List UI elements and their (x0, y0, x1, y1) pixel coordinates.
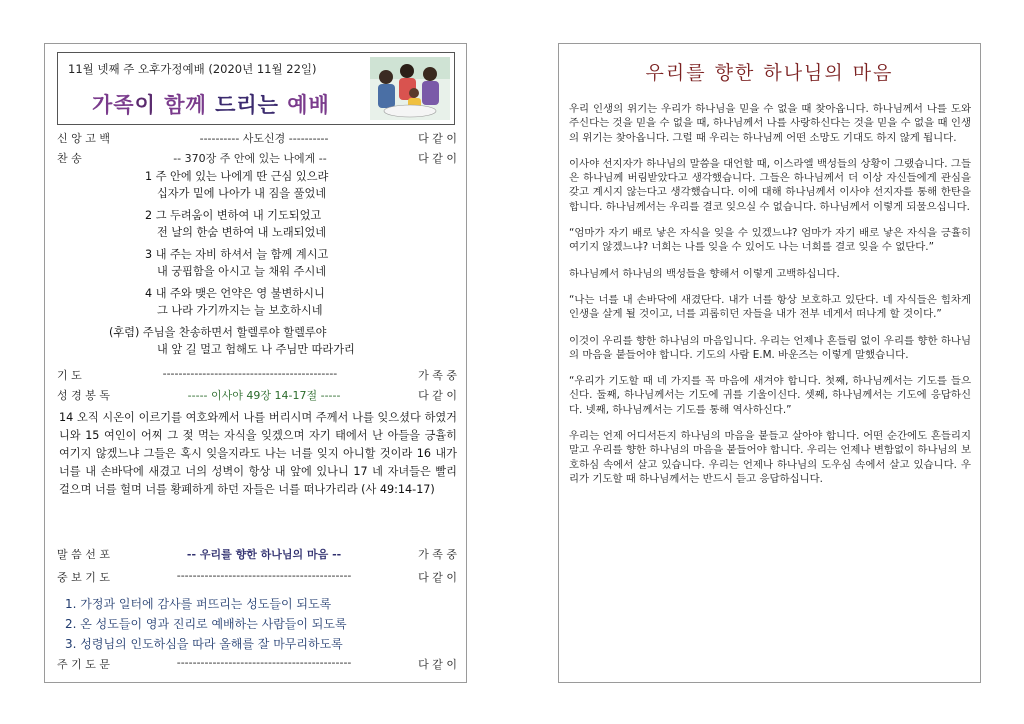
order-intercession: 중 보 기 도 -------------------------------------------- 다 같 이 (57, 569, 457, 584)
sermon-paragraph: 우리는 언제 어디서든지 하나님의 마음을 붙들고 살아야 합니다. 어떤 순간에도 흔들리지 말고 우리를 향한 하나님의 마음을 붙들어야 합니다. 우리는 언제나 변함없이 하나님의 보호하심 속에서 살고 있습니다. 우리는 언제나 하나님의 도우심 속에서 살고 있습니다. 우리가 기도할 때 하나님께서는 반드시 듣고 응답하십니다. (569, 430, 971, 485)
sermon-paragraph: 이것이 우리를 향한 하나님의 마음입니다. 우리는 언제나 흔들림 없이 우리를 향한 하나님의 마음을 붙들어야 합니다. 기도의 사람 E.M. 바운즈는 이렇게 말했습니다. (569, 334, 971, 361)
sermon-paragraph: “나는 너를 내 손바닥에 새겼단다. 내가 너를 항상 보호하고 있단다. 네 자식들은 힘차게 인생을 살게 될 것이고, 너를 괴롭히던 자들을 내가 전부 네게서 떠나게 할 것이다.” (569, 293, 971, 321)
order-scripture-reading: 성 경 봉 독 ----- 이사야 49장 14-17절 ----- 다 같 이 (57, 389, 457, 402)
worship-title: 가족이 함께 드리는 예배 (92, 93, 330, 117)
order-sermon: 말 씀 선 포 -- 우리를 향한 하나님의 마음 -- 가 족 중 (57, 548, 457, 561)
sermon-title: 우리를 향한 하나님의 마음 (645, 62, 894, 84)
hymn-verse-4: 4 내 주와 맺은 언약은 영 불변하시니 그 나라 가기까지는 늘 보호하시네 (145, 287, 325, 317)
bulletin-left-page (44, 43, 467, 683)
prayer-topic-3: 3. 성령님의 인도하심을 따라 올해를 잘 마무리하도록 (65, 637, 343, 651)
sermon-paragraph: “엄마가 자기 배로 낳은 자식을 잊을 수 있겠느냐? 엄마가 자기 배로 낳은 자식을 긍휼히 여기지 않겠느냐? 너희는 나를 잊을 수 있어도 나는 너희를 결코 잊을 수 없단다.” (569, 227, 971, 254)
order-hymn: 찬 송 -- 370장 주 안에 있는 나에게 -- 다 같 이 (57, 152, 457, 165)
bulletin-right-page (558, 43, 981, 683)
order-prayer: 기 도 -------------------------------------------- 가 족 중 (57, 367, 457, 382)
family-illustration (370, 57, 450, 120)
sermon-body (569, 102, 971, 498)
prayer-topic-1: 1. 가정과 일터에 감사를 퍼뜨리는 성도들이 되도록 (65, 597, 332, 611)
sermon-paragraph: 하나님께서 하나님의 백성들을 향해서 이렇게 고백하십니다. (569, 267, 840, 280)
order-creed: 신 앙 고 백 ---------- 사도신경 ---------- 다 같 이 (57, 132, 457, 145)
sermon-paragraph: 이사야 선지자가 하나님의 말씀을 대언할 때, 이스라엘 백성들의 상황이 그랬습니다. 그들은 하나님께 버림받았다고 생각했습니다. 그들은 하나님께서 더 이상 자신들에게 관심을 갖고 계시지 않는다고 생각했습니다. 이에 대해 하나님께서 이사야 선지자를 통해 한탄을 합니다. 하나님께서는 우리를 결코 잊으실 수 없습니다. 하나님께서 이렇게 되물으십니다. (569, 157, 971, 213)
sermon-paragraph: 우리 인생의 위기는 우리가 하나님을 믿을 수 없을 때 찾아옵니다. 하나님께서 나를 도와주신다는 것을 믿을 수 없을 때, 하나님께서 나를 사랑하신다는 것을 믿을 수 없을 때 인생의 위기는 찾아옵니다. 그럴 때 우리는 하나님께 어떤 소망도 기대도 하지 않게 됩니다. (569, 103, 971, 144)
sermon-paragraph: “우리가 기도할 때 네 가지를 꼭 마음에 새겨야 합니다. 첫째, 하나님께서는 기도를 들으신다. 둘째, 하나님께서는 기도에 귀를 기울이신다. 셋째, 하나님께서는 기도에 응답하신다. 넷째, 하나님께서는 기도를 통해 역사하신다.” (569, 375, 971, 416)
prayer-topic-2: 2. 온 성도들이 영과 진리로 예배하는 사람들이 되도록 (65, 617, 347, 631)
worship-date-line: 11월 넷째 주 오후가정예배 (2020년 11월 22일) (68, 62, 317, 76)
header-box (57, 52, 455, 125)
scripture-text: 14 오직 시온이 이르기를 여호와께서 나를 버리시며 주께서 나를 잊으셨다 하였거니와 15 여인이 어찌 그 젖 먹는 자식을 잊겠으며 자기 태에서 난 아들을 긍휼히 여기지 않겠느냐 그들은 혹시 잊을지라도 나는 너를 잊지 아니할 것이라 16 내가 너를 내 손바닥에 새겼고 너의 성벽이 항상 내 앞에 있나니 17 네 자녀들은 빨리 걸으며 너를 헐며 너를 황폐하게 하던 자들은 너를 떠나가리라 (사 49:14-17) (59, 411, 457, 496)
prayer-topics (65, 594, 347, 654)
hymn-verse-1: 1 주 안에 있는 나에게 딴 근심 있으랴 십자가 밑에 나아가 내 짐을 풀었네 (145, 170, 329, 200)
order-lords-prayer: 주 기 도 문 -------------------------------------------- 다 같 이 (57, 656, 457, 671)
hymn-refrain: (후렴) 주님을 찬송하면서 할렐루야 할렐루야 내 앞 길 멀고 험해도 나 주님만 따라가리 (109, 326, 355, 356)
hymn-verse-3: 3 내 주는 자비 하셔서 늘 함께 계시고 내 궁핍함을 아시고 늘 채워 주시네 (145, 248, 329, 278)
hymn-verse-2: 2 그 두려움이 변하여 내 기도되었고 전 날의 한숨 변하여 내 노래되었네 (145, 209, 327, 239)
